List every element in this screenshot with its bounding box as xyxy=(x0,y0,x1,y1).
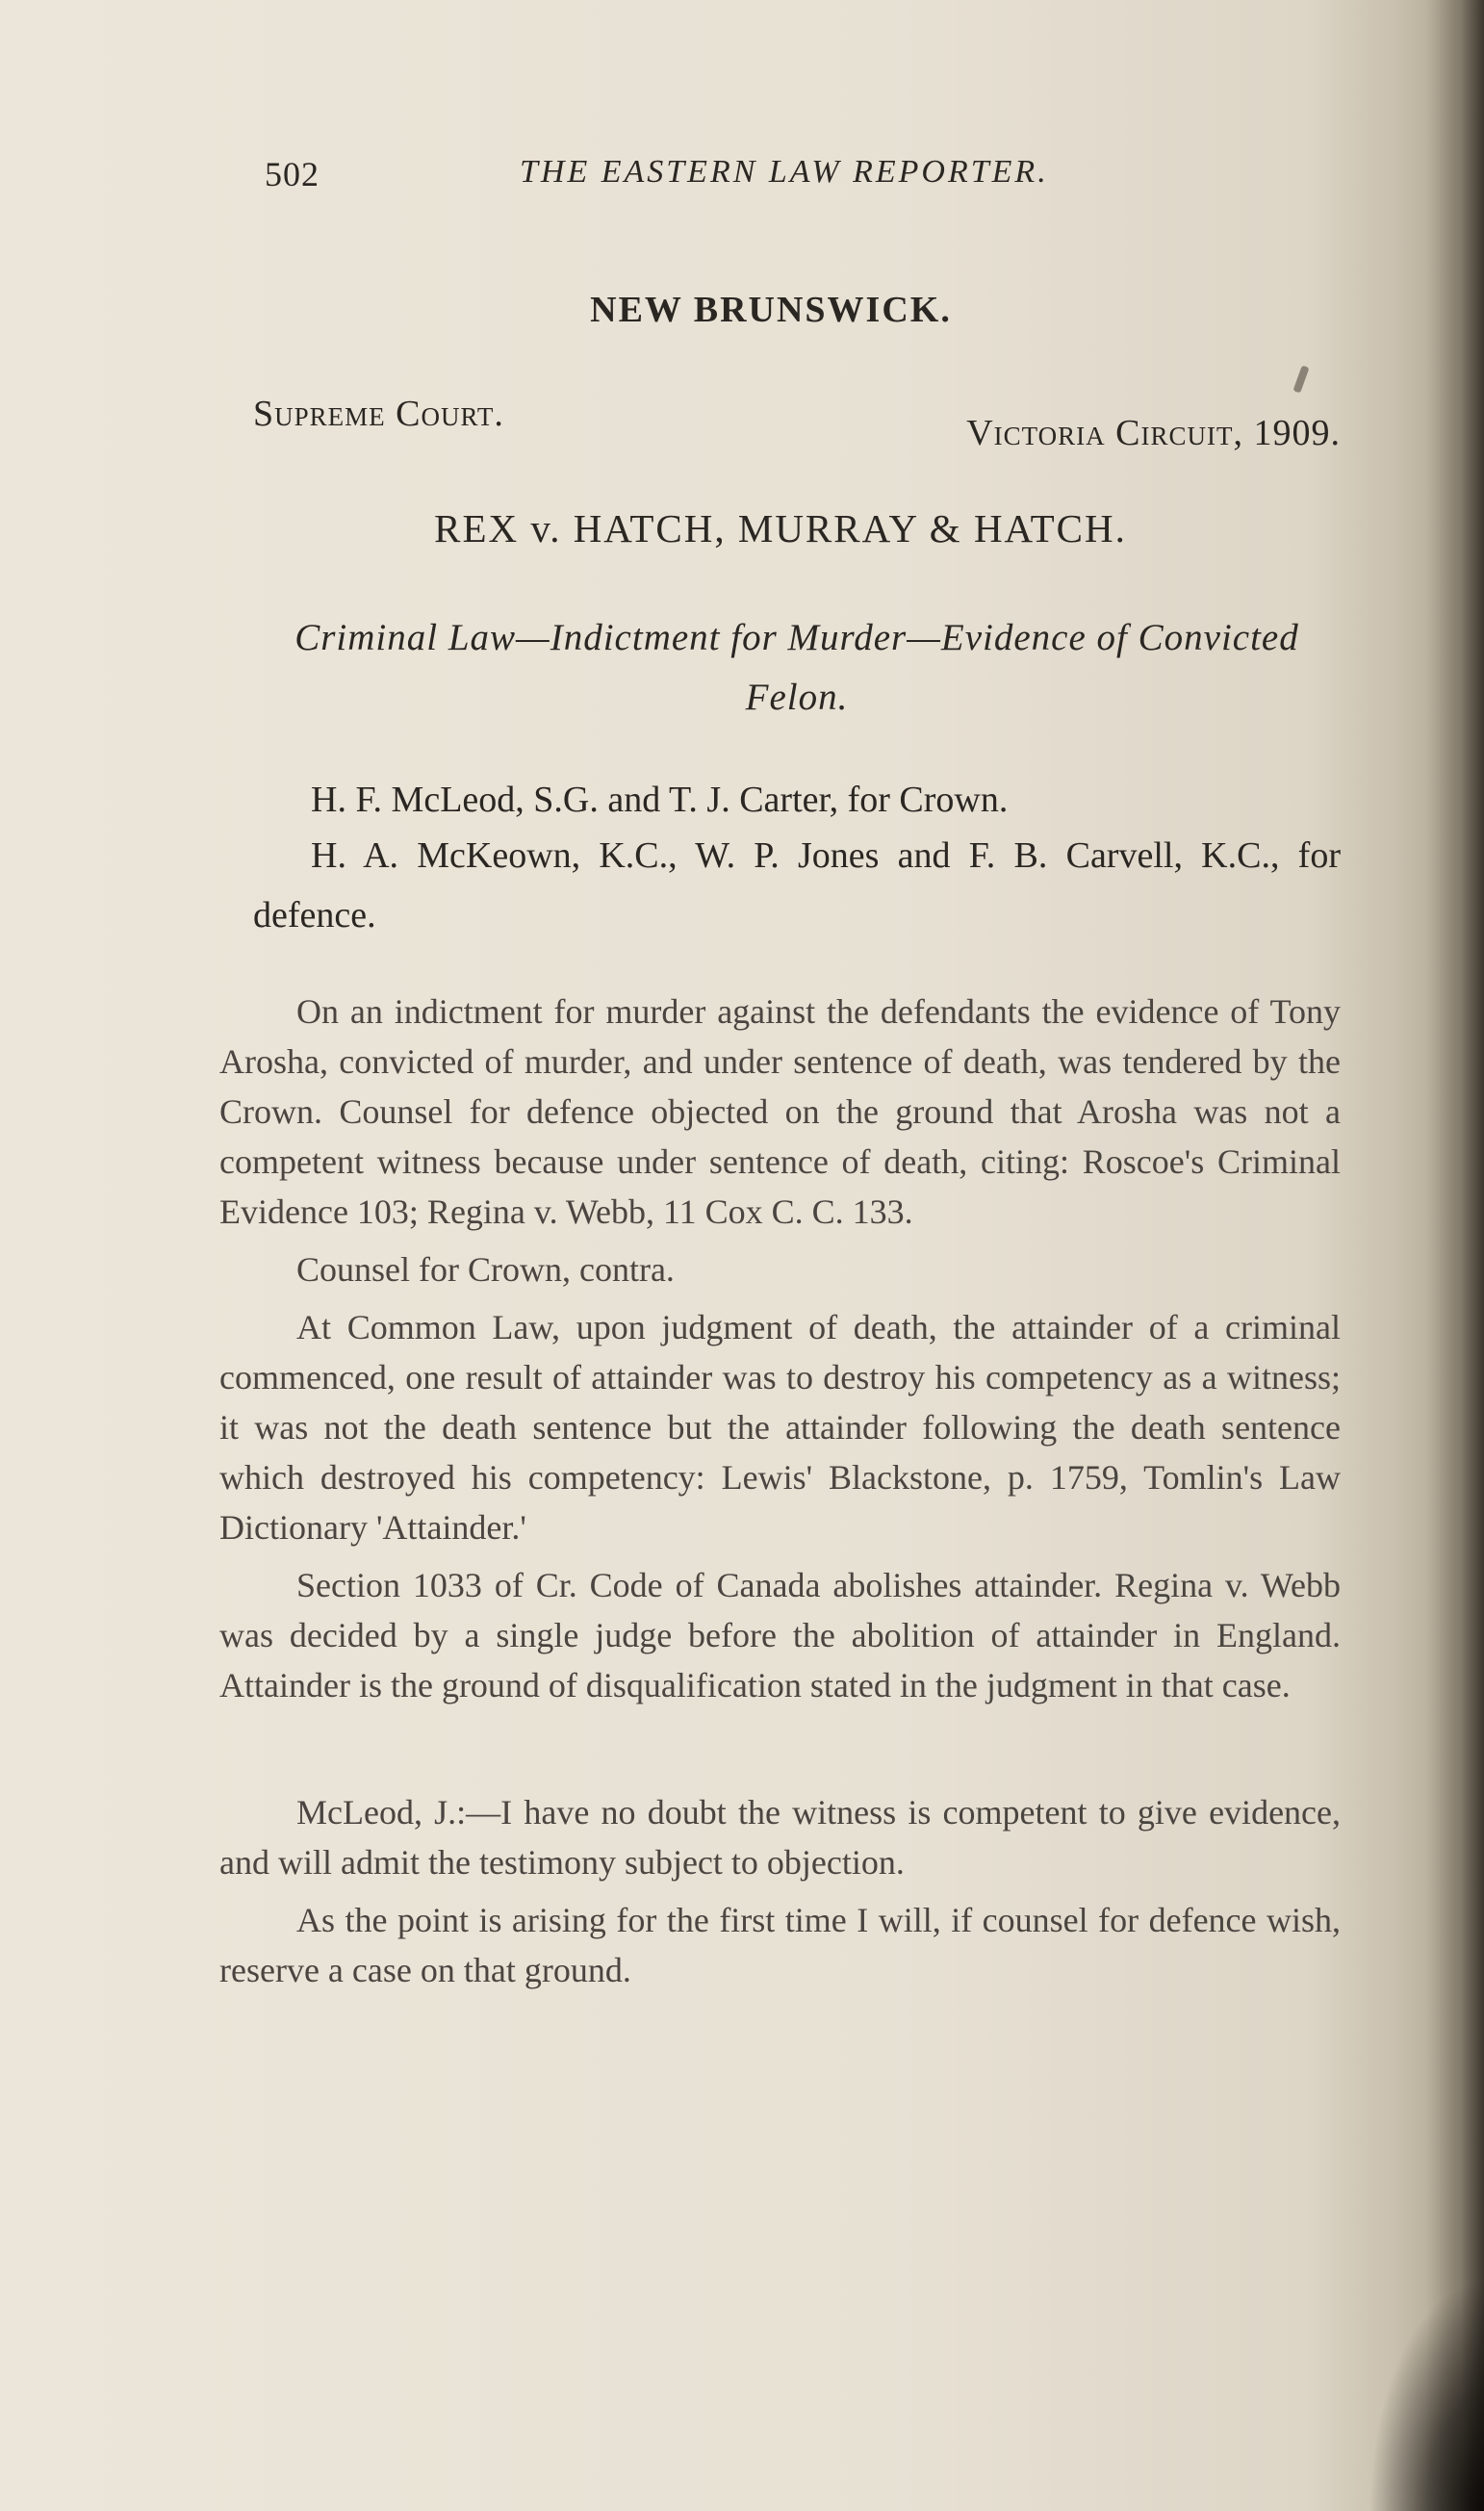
court-name: Supreme Court. xyxy=(253,394,504,434)
case-title: REX v. HATCH, MURRAY & HATCH. xyxy=(434,506,1127,551)
spine-shadow xyxy=(1426,0,1484,2511)
section-gap xyxy=(219,1718,1341,1787)
paragraph-judgment: McLeod, J.:—I have no doubt the witness is competent to give evidence, and will admit the testimony subject to objection. xyxy=(219,1793,1341,1882)
paragraph-objection: On an indictment for murder against the defendants the evidence of Tony Arosha, convicted of murder, and under sentence of death, was tendered by the Crown. Counsel for defence objected on the ground that Arosha was not a competent witness because under sentence of death, citing: Roscoe's Criminal Evidence 103; Regina v. Webb, 11 Cox C. C. 133. xyxy=(219,992,1341,1231)
paragraph-common-law: At Common Law, upon judgment of death, the attainder of a criminal commenced, one result of attainder was to destroy his competency as a witness; it was not the death sentence but the attainder following the death sentence which destroyed his competency: Lewis' Blackstone, p. 1759, Tomlin's Law Dictionary 'Attainder.' xyxy=(219,1308,1341,1547)
headnote: Criminal Law—Indictment for Murder—Evidence of Convicted Felon. xyxy=(294,617,1299,718)
counsel-defence: H. A. McKeown, K.C., W. P. Jones and F. B. Carvell, K.C., for defence. xyxy=(253,835,1341,935)
running-title: THE EASTERN LAW REPORTER. xyxy=(520,154,1049,190)
counsel-crown: H. F. McLeod, S.G. and T. J. Carter, for Crown. xyxy=(311,780,1009,820)
paragraph-criminal-code: Section 1033 of Cr. Code of Canada abolishes attainder. Regina v. Webb was decided by a single judge before the abolition of attainder in England. Attainder is the ground of disqualification stated in the judgment in that case. xyxy=(219,1566,1341,1704)
body-text xyxy=(219,986,1341,2003)
circuit-and-year: Victoria Circuit, 1909. xyxy=(966,413,1341,453)
province-heading: NEW BRUNSWICK. xyxy=(590,290,952,330)
paragraph-reserve-case: As the point is arising for the first time I will, if counsel for defence wish, reserve a case on that ground. xyxy=(219,1901,1341,1989)
page-header xyxy=(265,154,1246,212)
pencil-mark xyxy=(1292,365,1309,393)
page-number: 502 xyxy=(265,155,320,193)
court-line xyxy=(253,393,1341,453)
corner-shadow xyxy=(1369,2280,1484,2511)
paragraph-crown-contra: Counsel for Crown, contra. xyxy=(296,1250,675,1289)
